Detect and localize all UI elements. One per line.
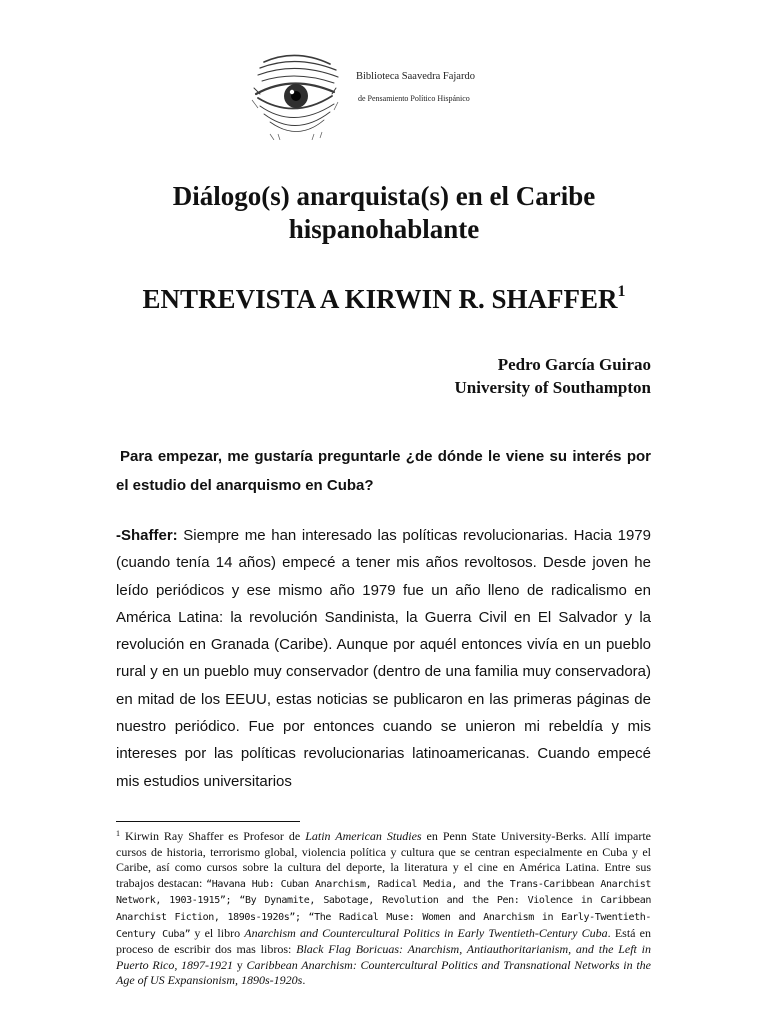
answer-text: Siempre me han interesado las políticas revolucionarias. Hacia 1979 (cuando tenía 14 años) empecé a tener mis años revoltosos. Desde joven he leído periódicos y ese mismo año 1979 fue un año lleno de radicalismo en América Latina: la revolución Sandinista, la Guerra Civil en El Salvador y la revolución en Granada (Caribe). Aunque por aquél entonces vivía en un pueblo rural y en un pueblo muy conservador (dentro de una familia muy conservadora) en mitad de los EEUU, estas noticias se publicaron en las primeras páginas de nuestro periódico. Fue por entonces cuando se unieron mi rebeldía y mis intereses por las políticas revolucionarias latinoamericanas. Cuando empecé mis estudios universitarios [116,527,651,790]
author-name: Pedro García Guirao [497,355,651,374]
footnote-text: . [302,973,306,988]
footnote [116,826,651,989]
author-affiliation: University of Southampton [454,378,651,397]
footnote-marker: 1 [617,283,626,300]
footnote-text: Kirwin Ray Shaffer es Profesor de [124,829,301,843]
footnote-number: 1 [116,829,120,838]
footnote-divider [116,821,300,822]
footnote-italic: Black Flag Boricuas: Anarchism, Antiauthoritarianism, and the Left in Puerto Rico, 1897-1921 [116,942,652,972]
author-block [455,353,651,399]
document-title: Diálogo(s) anarquista(s) en el Caribe hispanohablante [172,181,596,244]
footnote-text: y el libro [194,925,241,940]
interview-answer [116,522,651,795]
footnote-italic: Caribbean Anarchism: Countercultural Politics and Transnational Networks in the Age of US Expansionism, 1890s-1920s [116,957,651,988]
interview-heading-text: ENTREVISTA A KIRWIN R. SHAFFER [142,284,618,314]
footnote-text: en Penn State University-Berks. Allí imparte cursos de historia, terrorismo global, violencia política y cultura que se centran especialmente en Cuba y el Caribe, así como cursos sobre la cultura del deporte, la literatura y el cine en América Latina. Entre sus trabajos destacan: [116,829,651,890]
answer-speaker: -Shaffer: [116,527,178,544]
footnote-italic: Anarchism and Countercultural Politics in Early Twentieth-Century Cuba [244,925,608,940]
eye-engraving-icon [250,50,342,140]
footnote-italic: Latin American Studies [305,829,422,843]
interview-question: Para empezar, me gustaría preguntarle ¿de dónde le viene su interés por el estudio del anarquismo en Cuba? [116,448,651,494]
library-logo [250,50,520,140]
library-subtitle: de Pensamiento Político Hispánico [358,94,470,103]
footnote-article-titles: “Havana Hub: Cuban Anarchism, Radical Media, and the Trans-Caribbean Anarchist Network, 1903-1915”; “By Dynamite, Sabotage, Revolution and the Pen: Violence in Caribbean Anarchist Fiction, 1890s-1920s”; “The Radical Muse: Women and Anarchism in Early-Twentieth-Century Cuba” [116,878,652,940]
footnote-text: y [236,957,243,972]
library-name: Biblioteca Saavedra Fajardo [356,71,475,82]
interview-heading [84,275,684,316]
footnote-text: . Está en proceso de escribir dos mas libros: [116,925,651,957]
